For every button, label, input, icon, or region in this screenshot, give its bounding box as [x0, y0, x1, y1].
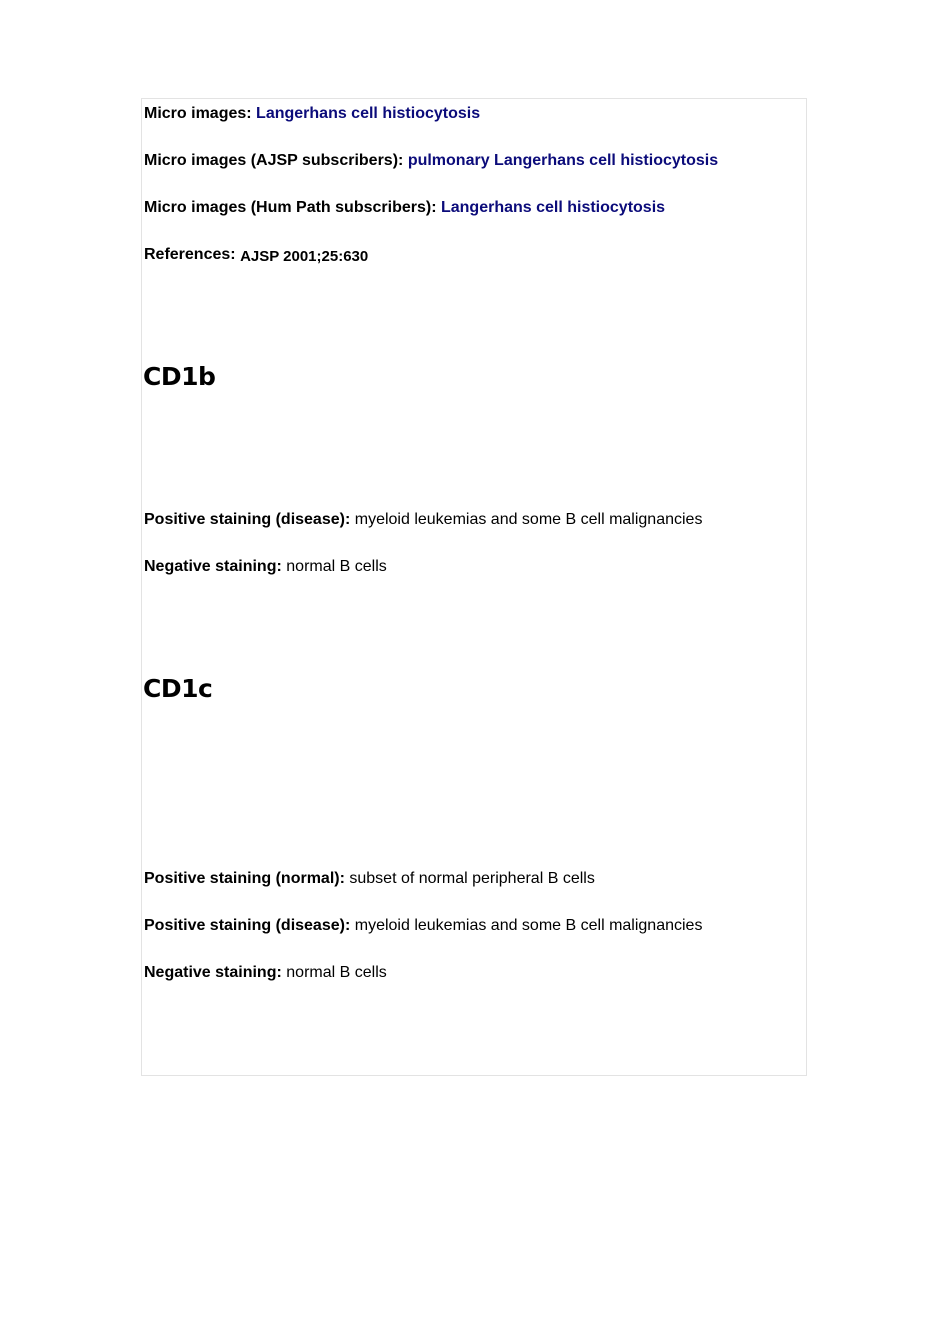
cd1b-positive-disease-value: myeloid leukemias and some B cell malignancies: [354, 511, 703, 528]
micro-images-row: [144, 104, 480, 124]
micro-images-label: Micro images:: [144, 105, 252, 122]
cd1b-positive-disease-label: Positive staining (disease):: [144, 511, 351, 528]
references-label: References:: [144, 246, 236, 263]
cd1c-negative-row: [144, 963, 387, 983]
micro-images-ajsp-label: Micro images (AJSP subscribers):: [144, 152, 404, 169]
cd1b-heading: CD1b: [143, 362, 216, 391]
cd1c-positive-disease-value: myeloid leukemias and some B cell malignancies: [354, 917, 703, 934]
cd1b-positive-disease-row: [144, 510, 702, 530]
cd1c-positive-normal-label: Positive staining (normal):: [144, 870, 345, 887]
micro-images-link[interactable]: Langerhans cell histiocytosis: [256, 105, 481, 122]
micro-images-humpath-label: Micro images (Hum Path subscribers):: [144, 199, 437, 216]
micro-images-ajsp-link[interactable]: pulmonary Langerhans cell histiocytosis: [407, 152, 719, 169]
cd1b-negative-value: normal B cells: [286, 558, 387, 575]
cd1c-positive-normal-row: [144, 869, 595, 889]
references-value: AJSP 2001;25:630: [240, 248, 369, 265]
cd1c-positive-disease-row: [144, 916, 702, 936]
micro-images-humpath-link[interactable]: Langerhans cell histiocytosis: [440, 199, 666, 216]
cd1b-negative-label: Negative staining:: [144, 558, 282, 575]
micro-images-humpath-row: [144, 198, 665, 218]
cd1c-negative-label: Negative staining:: [144, 964, 282, 981]
cd1c-positive-normal-value: subset of normal peripheral B cells: [349, 870, 595, 887]
cd1c-positive-disease-label: Positive staining (disease):: [144, 917, 351, 934]
cd1b-negative-row: [144, 557, 387, 577]
cd1c-heading: CD1c: [143, 674, 213, 703]
references-row: [144, 245, 368, 265]
micro-images-ajsp-row: [144, 151, 718, 171]
cd1c-negative-value: normal B cells: [286, 964, 387, 981]
